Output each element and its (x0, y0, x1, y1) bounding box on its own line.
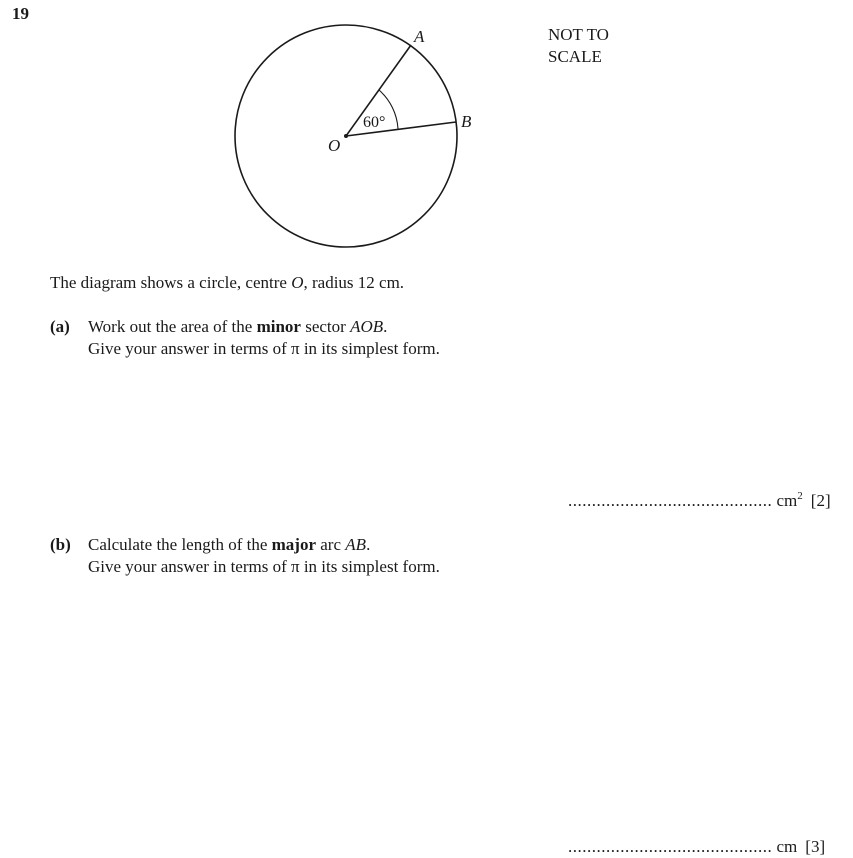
part-b-marks: [3] (805, 837, 826, 856)
intro-centre: O (291, 273, 304, 292)
part-a-unit-power: 2 (797, 490, 803, 502)
intro-text-end: , radius 12 cm. (303, 273, 405, 292)
part-a-line-2: Give your answer in terms of π in its simplest form. (88, 339, 440, 358)
part-a-line-1-end: . (383, 317, 388, 336)
part-b-answer-dots[interactable]: ........................................... (568, 837, 773, 856)
part-a-italic: AOB (350, 317, 384, 336)
circle-diagram (220, 18, 520, 258)
part-b-text (88, 534, 440, 578)
part-b-line-2: Give your answer in terms of π in its simplest form. (88, 557, 440, 576)
part-a-marks: [2] (810, 491, 831, 510)
not-to-scale-note (548, 24, 609, 68)
part-b-label: (b) (50, 535, 71, 554)
part-b-unit: cm (776, 837, 798, 856)
part-b-answer-line (568, 837, 825, 857)
part-b-bold: major (271, 535, 317, 554)
not-to-scale-line-2: SCALE (548, 47, 602, 66)
part-b-line-1-mid: arc (316, 535, 346, 554)
part-a-line-1-start: Work out the area of the (88, 317, 257, 336)
part-a-line-1 (88, 316, 440, 338)
part-b-line-1-end: . (366, 535, 371, 554)
angle-label: 60° (363, 114, 386, 131)
question-number: 19 (12, 4, 29, 23)
label-a: A (414, 27, 425, 46)
part-a-bold: minor (256, 317, 301, 336)
part-a-answer-dots[interactable]: ........................................... (568, 491, 773, 510)
intro-text-start: The diagram shows a circle, centre (50, 273, 292, 292)
part-a-text (88, 316, 440, 360)
intro-text (50, 273, 404, 293)
part-b-italic: AB (345, 535, 367, 554)
label-b: B (461, 112, 472, 131)
part-a-answer-line (568, 490, 831, 511)
centre-point (344, 134, 348, 138)
part-b-line-1-start: Calculate the length of the (88, 535, 272, 554)
part-a-unit: cm (776, 491, 798, 510)
label-o: O (328, 136, 341, 155)
part-a-label: (a) (50, 317, 70, 336)
part-a-line-1-mid: sector (300, 317, 351, 336)
not-to-scale-line-1: NOT TO (548, 25, 609, 44)
part-b-line-1 (88, 534, 440, 556)
